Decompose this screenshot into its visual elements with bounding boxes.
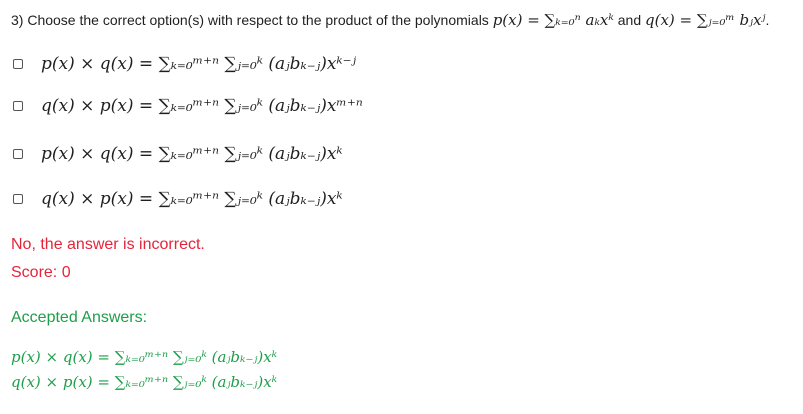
option-1[interactable] bbox=[13, 50, 356, 78]
question-conjunction: and bbox=[613, 12, 645, 28]
option-3[interactable] bbox=[13, 140, 343, 168]
question-text bbox=[11, 9, 801, 31]
accepted-answer-2: q(x) × p(x) = ∑ₖ₌₀ᵐ⁺ⁿ ∑ⱼ₌₀ᵏ (aⱼbₖ₋ⱼ)xᵏ bbox=[11, 373, 278, 391]
option-4-label: q(x) × p(x) = ∑ₖ₌₀ᵐ⁺ⁿ ∑ⱼ₌₀ᵏ (aⱼbₖ₋ⱼ)xᵏ bbox=[41, 189, 343, 209]
option-3-checkbox[interactable] bbox=[13, 149, 23, 159]
p-definition: p(x) = ∑ₖ₌₀ⁿ aₖxᵏ bbox=[492, 11, 614, 29]
option-3-label: p(x) × q(x) = ∑ₖ₌₀ᵐ⁺ⁿ ∑ⱼ₌₀ᵏ (aⱼbₖ₋ⱼ)xᵏ bbox=[41, 144, 343, 164]
q-definition: q(x) = ∑ⱼ₌₀ᵐ bⱼxʲ bbox=[645, 11, 766, 29]
question-prefix: 3) Choose the correct option(s) with respect to the product of the polynomials bbox=[11, 12, 493, 28]
option-1-label: p(x) × q(x) = ∑ₖ₌₀ᵐ⁺ⁿ ∑ⱼ₌₀ᵏ (aⱼbₖ₋ⱼ)xᵏ⁻ʲ bbox=[41, 54, 357, 74]
option-2[interactable] bbox=[13, 92, 363, 120]
accepted-answer-1: p(x) × q(x) = ∑ₖ₌₀ᵐ⁺ⁿ ∑ⱼ₌₀ᵏ (aⱼbₖ₋ⱼ)xᵏ bbox=[11, 348, 278, 366]
score-text: Score: 0 bbox=[11, 264, 71, 281]
option-4-checkbox[interactable] bbox=[13, 194, 23, 204]
option-2-checkbox[interactable] bbox=[13, 101, 23, 111]
option-2-label: q(x) × p(x) = ∑ₖ₌₀ᵐ⁺ⁿ ∑ⱼ₌₀ᵏ (aⱼbₖ₋ⱼ)xᵐ⁺ⁿ bbox=[41, 96, 363, 116]
accepted-answers-title: Accepted Answers: bbox=[11, 309, 148, 326]
question-suffix: . bbox=[765, 12, 770, 28]
feedback-status: No, the answer is incorrect. bbox=[11, 236, 205, 253]
option-4[interactable] bbox=[13, 185, 343, 213]
option-1-checkbox[interactable] bbox=[13, 59, 23, 69]
